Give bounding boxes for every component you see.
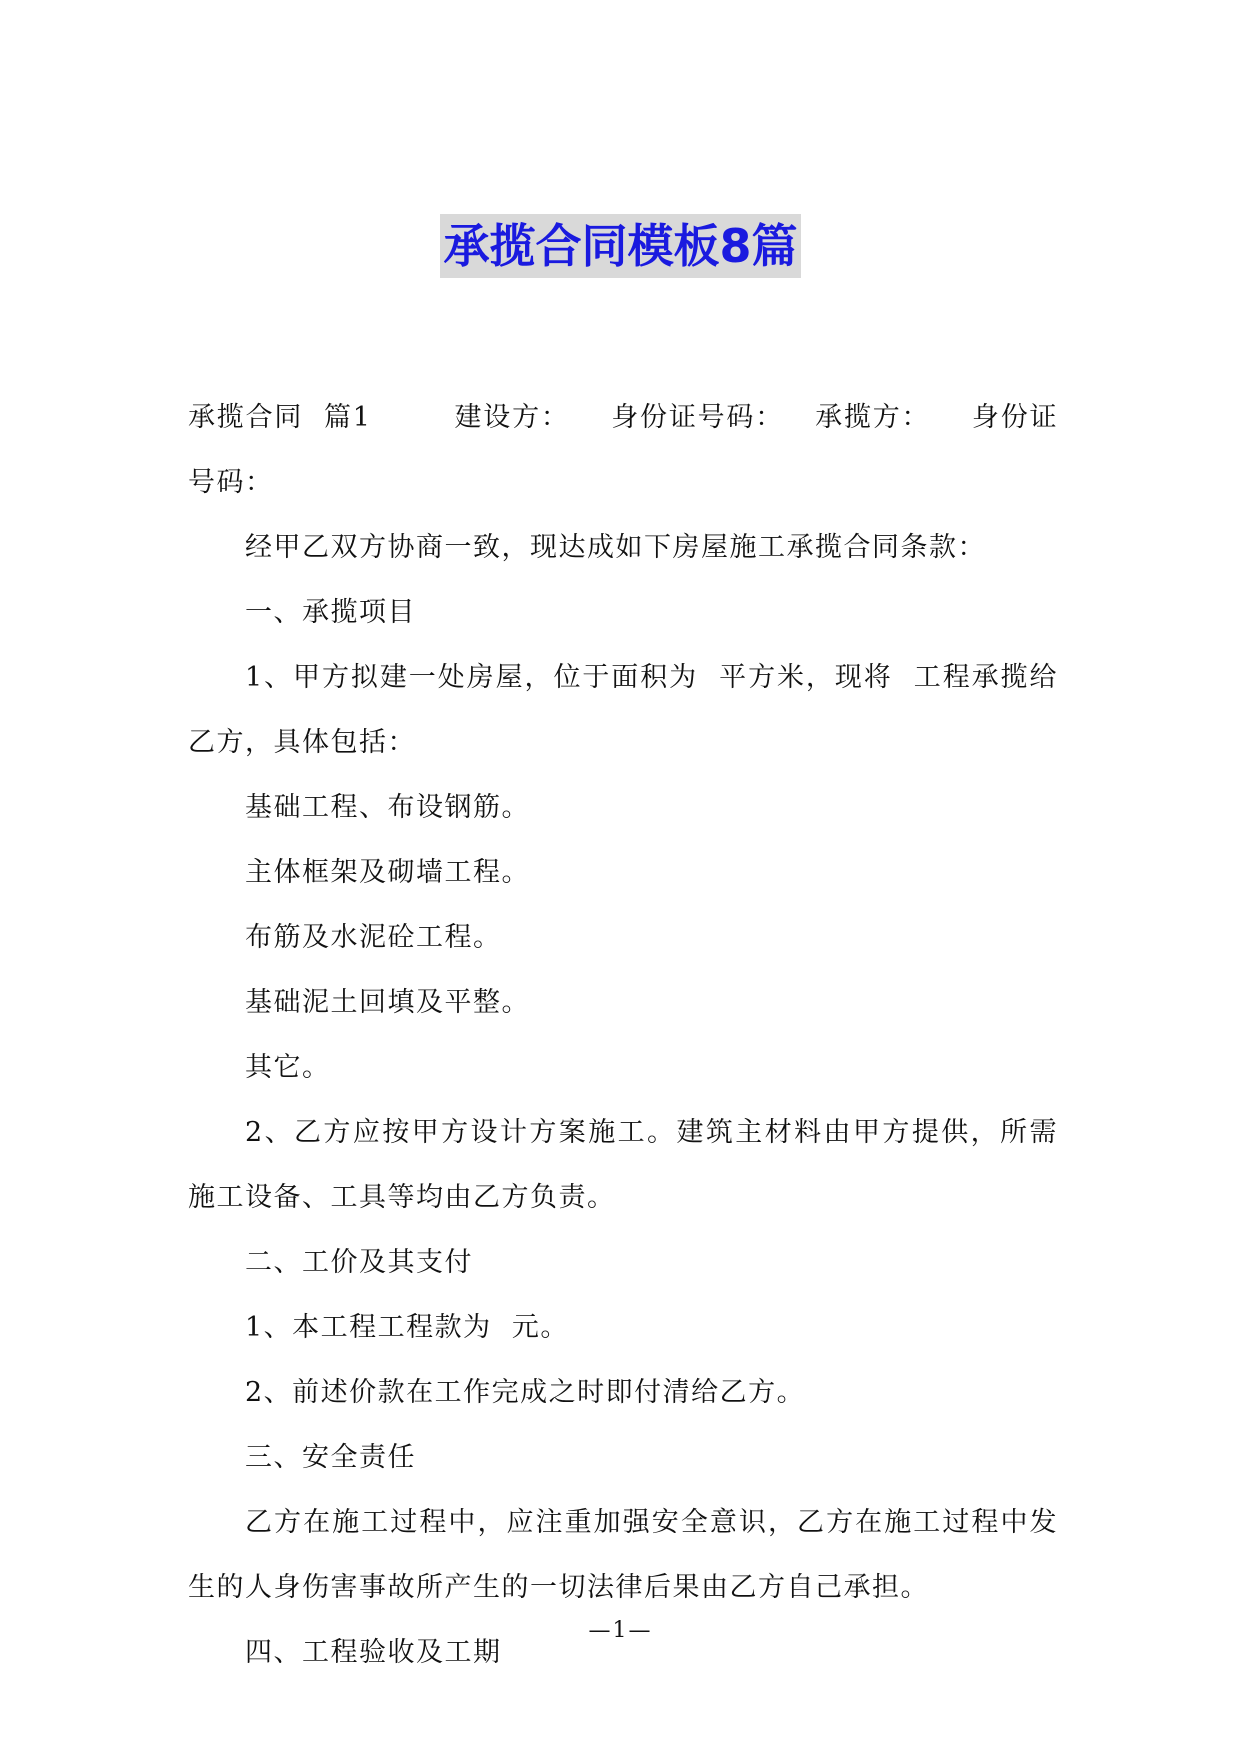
body-paragraph: 四、工程验收及工期	[245, 1637, 502, 1668]
body-paragraph: 其它。	[245, 1052, 331, 1083]
body-paragraph: 主体框架及砌墙工程。	[245, 857, 530, 888]
document-body	[188, 385, 1058, 1685]
title-container	[0, 214, 1241, 278]
body-paragraph: 一、承揽项目	[245, 597, 416, 628]
body-paragraph: 二、工价及其支付	[245, 1247, 473, 1278]
body-paragraph: 经甲乙双方协商一致，现达成如下房屋施工承揽合同条款：	[245, 532, 986, 563]
body-paragraph: 布筋及水泥砼工程。	[245, 922, 502, 953]
body-paragraph: 2、乙方应按甲方设计方案施工。建筑主材料由甲方提供，所需施工设备、工具等均由乙方负责。	[188, 1117, 1058, 1213]
body-paragraph: 基础工程、布设钢筋。	[245, 792, 530, 823]
page-number: —1—	[588, 1618, 653, 1643]
body-paragraph: 乙方在施工过程中，应注重加强安全意识，乙方在施工过程中发生的人身伤害事故所产生的一切法律后果由乙方自己承担。	[188, 1507, 1058, 1603]
header-line: 承揽合同 篇1 建设方： 身份证号码： 承揽方： 身份证号码：	[188, 402, 1058, 498]
document-title: 承揽合同模板8篇	[440, 214, 800, 278]
body-paragraph: 基础泥土回填及平整。	[245, 987, 530, 1018]
body-paragraph: 1、甲方拟建一处房屋，位于面积为 平方米，现将 工程承揽给乙方，具体包括：	[188, 662, 1058, 758]
body-paragraph: 三、安全责任	[245, 1442, 416, 1473]
body-paragraph: 1、本工程工程款为 元。	[245, 1312, 569, 1343]
body-paragraph: 2、前述价款在工作完成之时即付清给乙方。	[245, 1377, 806, 1408]
